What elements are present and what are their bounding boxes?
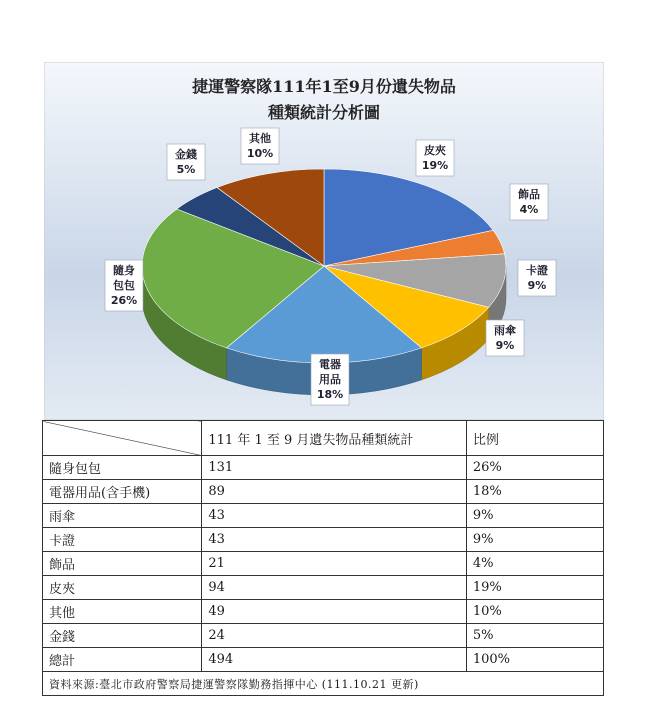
row-ratio: 19%	[466, 576, 603, 600]
pie-label-value: 9%	[527, 279, 547, 292]
pie-label-2	[510, 184, 548, 220]
row-count: 89	[202, 480, 466, 504]
pie-label-name: 包包	[113, 279, 135, 292]
pie-label-name: 卡證	[526, 264, 548, 277]
pie-label-7	[167, 144, 205, 180]
pie-label-name: 皮夾	[424, 144, 446, 157]
pie-label-1	[416, 140, 454, 176]
source-row	[43, 672, 604, 696]
pie-label-4	[486, 320, 524, 356]
row-name: 其他	[43, 600, 202, 624]
row-count: 94	[202, 576, 466, 600]
pie-label-name: 隨身	[113, 264, 135, 277]
pie-chart-panel	[44, 62, 604, 420]
pie-label-value: 9%	[495, 339, 515, 352]
row-name: 雨傘	[43, 504, 202, 528]
row-name: 隨身包包	[43, 456, 202, 480]
row-name: 皮夾	[43, 576, 202, 600]
row-ratio: 4%	[466, 552, 603, 576]
stats-table	[42, 420, 604, 696]
total-row	[43, 648, 604, 672]
chart-subtitle: 種類統計分析圖	[267, 103, 381, 122]
table-row	[43, 600, 604, 624]
row-name: 金錢	[43, 624, 202, 648]
table-row	[43, 624, 604, 648]
row-name: 飾品	[43, 552, 202, 576]
row-count: 43	[202, 504, 466, 528]
row-count: 21	[202, 552, 466, 576]
row-ratio: 10%	[466, 600, 603, 624]
header-ratio: 比例	[466, 421, 603, 456]
row-count: 131	[202, 456, 466, 480]
pie-label-name: 金錢	[175, 148, 197, 161]
row-count: 24	[202, 624, 466, 648]
pie-slices	[142, 169, 506, 363]
pie-label-value: 4%	[519, 203, 539, 216]
chart-title: 捷運警察隊111年1至9月份遺失物品	[192, 77, 456, 96]
row-ratio: 5%	[466, 624, 603, 648]
total-ratio: 100%	[466, 648, 603, 672]
table-row	[43, 576, 604, 600]
table-row	[43, 456, 604, 480]
row-count: 49	[202, 600, 466, 624]
pie-label-name: 其他	[249, 132, 271, 145]
header-corner-cell	[43, 421, 202, 456]
pie-label-name: 電器	[319, 358, 341, 371]
total-name: 總計	[43, 648, 202, 672]
header-count: 111 年 1 至 9 月遺失物品種類統計	[202, 421, 466, 456]
table-row	[43, 504, 604, 528]
table-header-row	[43, 421, 604, 456]
pie-label-name: 飾品	[518, 188, 540, 201]
table-row	[43, 480, 604, 504]
row-count: 43	[202, 528, 466, 552]
pie-label-value: 5%	[176, 163, 196, 176]
total-count: 494	[202, 648, 466, 672]
row-ratio: 9%	[466, 504, 603, 528]
pie-label-value: 18%	[316, 388, 344, 401]
table-body	[43, 456, 604, 648]
pie-label-value: 10%	[246, 147, 274, 160]
row-name: 電器用品(含手機)	[43, 480, 202, 504]
pie-chart	[44, 62, 604, 420]
pie-label-value: 26%	[110, 294, 138, 307]
pie-label-value: 19%	[421, 159, 449, 172]
source-note: 資料來源:臺北市政府警察局捷運警察隊勤務指揮中心 (111.10.21 更新)	[43, 672, 604, 696]
table-row	[43, 528, 604, 552]
pie-label-6	[105, 260, 143, 311]
row-name: 卡證	[43, 528, 202, 552]
pie-label-8	[241, 128, 279, 164]
row-ratio: 26%	[466, 456, 603, 480]
pie-label-5	[311, 354, 349, 405]
row-ratio: 9%	[466, 528, 603, 552]
pie-label-name: 用品	[319, 373, 341, 386]
pie-label-name: 雨傘	[494, 324, 516, 337]
row-ratio: 18%	[466, 480, 603, 504]
pie-label-3	[518, 260, 556, 296]
table-row	[43, 552, 604, 576]
